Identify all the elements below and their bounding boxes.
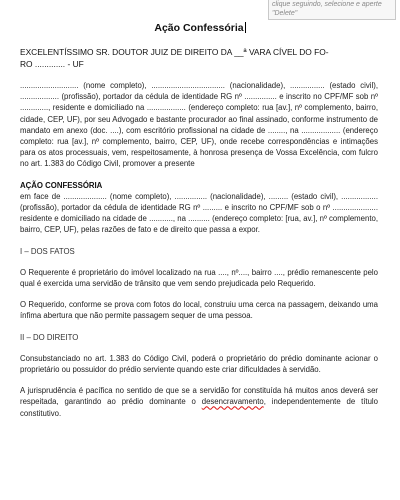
facts-heading: I – DOS FATOS xyxy=(20,246,75,256)
facts-paragraph-1: O Requerente é proprietário do imóvel localizado na rua ...., nº...., bairro ...., prédio remanescente pelo qual é exercida uma servidão de trânsito que vem sendo prejudicada pelo Requerido. xyxy=(20,267,378,289)
law-paragraph-2-start: A jurisprudência é pacífica no sentido de que se a servidão for constituída há muitos anos deverá ser respeitada, garantindo ao prédio dominante o xyxy=(20,386,378,407)
document-title xyxy=(0,22,400,34)
action-heading: AÇÃO CONFESSÓRIA xyxy=(20,180,103,190)
action-paragraph: em face de .................... (nome completo), ............... (nacionalidade), ......... (estado civil), ................. (profissão), portador da cédula de identidade RG nº ......... e inscrito no CPF/MF sob o nº ..................... residente e domiciliado na cidade de ..........., na .......... (endereço completo: [rua, av.], nº complemento, bairro, CEP, UF), pelas razões de fato e de direito que passa a expor. xyxy=(20,191,378,235)
spellcheck-flagged-word[interactable]: desencravamento xyxy=(201,397,264,407)
document-body[interactable] xyxy=(20,46,378,419)
document-title-text: Ação Confessória xyxy=(154,22,244,34)
court-address-line-1: EXCELENTÍSSIMO SR. DOUTOR JUIZ DE DIREITO DA __ª VARA CÍVEL DO FO- xyxy=(20,47,329,57)
instruction-hint-text: clique seguindo, selecione e aperte "Delete" xyxy=(272,1,382,17)
instruction-hint-box xyxy=(268,0,396,20)
law-heading: II – DO DIREITO xyxy=(20,332,79,342)
court-address-line-2: RO ............. - UF xyxy=(20,59,84,69)
law-paragraph-2-end: , independentemente de título constitutivo. xyxy=(20,397,378,418)
law-paragraph-2 xyxy=(20,385,378,419)
facts-paragraph-2: O Requerido, conforme se prova com fotos do local, construiu uma cerca na passagem, deixando uma ínfima abertura que não permite passagem sequer de uma pessoa. xyxy=(20,300,378,321)
text-cursor xyxy=(245,22,246,33)
intro-paragraph: ........................... (nome completo), .................................. (nacionalidade), ................ (estado civil), .................. (profissão), portador da cédula de identidade RG nº ............... e inscrito no CPF/MF sob nº ............., residente e domiciliado na .................. (endereço completo: rua [av.], nº complemento, bairro, cidade, CEP, UF), por seu Advogado e bastante procurador ao final assinado, conforme instrumento de mandato em anexo (doc. ....), com escritório profissional na cidade de ........, na .................. (endereço completo: rua [av.], nº complemento, bairro, CEP, UF), onde recebe correspondências e intimações para os atos processuais, vem, respeitosamente, à honrosa presença de Vossa Excelência, com fulcro no art. 1.383 do Código Civil, promover a presente xyxy=(20,81,378,169)
law-paragraph-1: Consubstanciado no art. 1.383 do Código Civil, poderá o proprietário do prédio dominante acionar o proprietário ou possuidor do prédio serviente quando este criar dificuldades à servidão. xyxy=(20,353,378,375)
